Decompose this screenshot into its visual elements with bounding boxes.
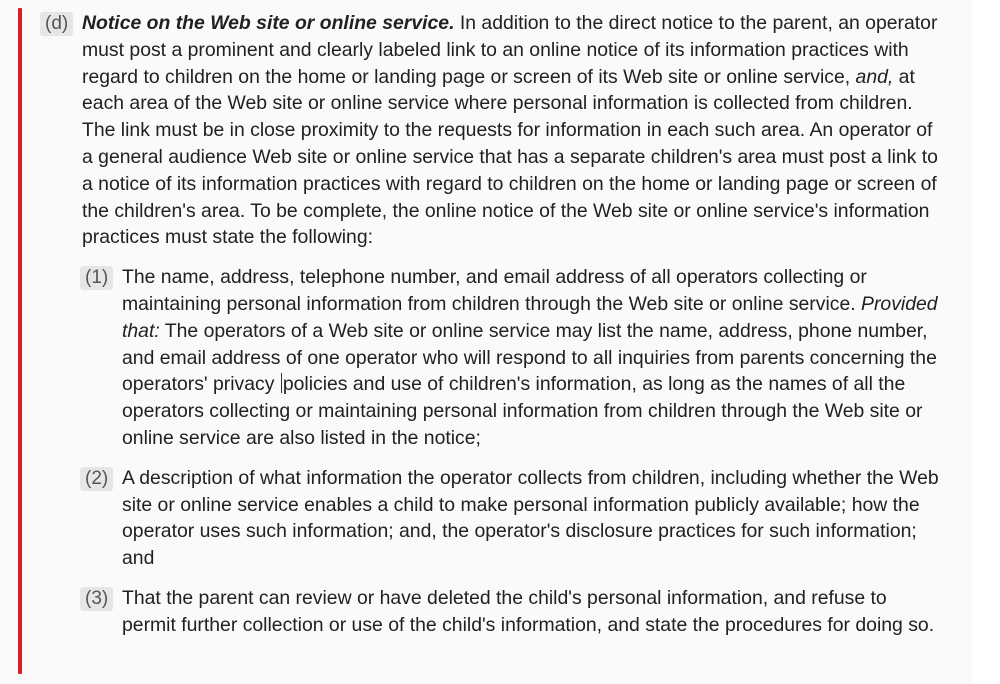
item-emphasis: Provided that:	[122, 292, 938, 342]
paragraph-label-3: (3)	[80, 587, 113, 611]
paragraph-text-continued: at each area of the Web site or online service where personal information is collected from children. The link must be in close proximity to the requests for information in each such area. An operator of a general audience Web site or online service that has a separate children's area must post a link to a notice of its information practices with regard to children on the home or landing page or screen of the children's area. To be complete, the online notice of the Web site or online service's information practices must state the following:	[82, 65, 938, 249]
page-edge	[972, 0, 1000, 684]
item-text: A description of what information the operator collects from children, including whether the Web site or online service enables a child to make personal information publicly available; how the operator uses such information; and, the operator's disclosure practices for such information; and	[122, 466, 939, 570]
paragraph-item-2	[80, 465, 945, 572]
paragraph-item-1	[80, 264, 945, 452]
paragraph-emphasis: and,	[855, 65, 894, 88]
item-text: That the parent can review or have deleted the child's personal information, and refuse to permit further collection or use of the child's information, and state the procedures for doing so.	[122, 586, 935, 636]
paragraph-d	[40, 10, 945, 251]
paragraph-text: In addition to the direct notice to the parent, an operator must post a prominent and clearly labeled link to an online notice of its information practices with regard to children on the home or landing page or screen of its Web site or online service,	[82, 12, 938, 88]
item-text: The name, address, telephone number, and email address of all operators collecting or maintaining personal information from children through the Web site or online service.	[122, 266, 867, 315]
paragraph-label-1: (1)	[80, 266, 113, 290]
text-cursor	[281, 373, 282, 393]
paragraph-heading: Notice on the Web site or online service.	[82, 12, 455, 34]
regulation-content	[40, 10, 945, 639]
paragraph-label-d: (d)	[40, 12, 73, 36]
change-indicator-bar	[18, 8, 22, 674]
paragraph-item-3	[80, 585, 945, 639]
paragraph-label-2: (2)	[80, 467, 113, 491]
item-text-continued: The operators of a Web site or online service may list the name, address, phone number, and email address of one operator who will respond to all inquiries from parents concerning the operators' privacy	[122, 319, 937, 396]
item-text-tail: policies and use of children's information, as long as the names of all the operators collecting or maintaining personal information from children through the Web site or online service are also listed in the notice;	[122, 373, 923, 449]
